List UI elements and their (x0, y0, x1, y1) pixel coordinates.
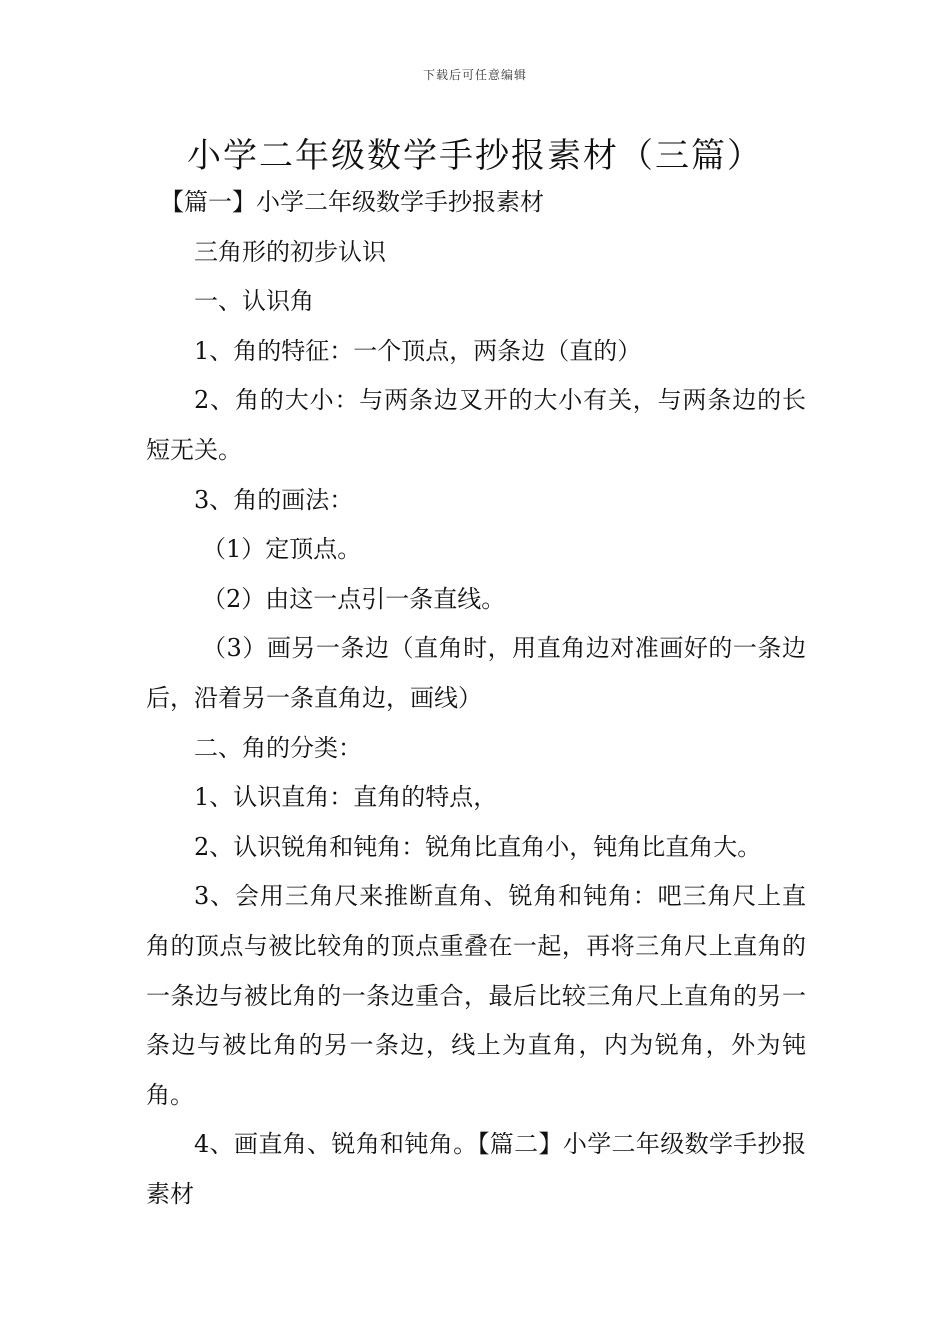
topic-heading: 三角形的初步认识 (194, 237, 386, 266)
subsection-heading-recognize-angle: 一、认识角 (194, 287, 314, 316)
step-three: （3）画另一条边（直角时，用直角边对准画好的一条边后，沿着另一条直角边，画线） (146, 634, 806, 712)
document-title: 小学二年级数学手抄报素材（三篇） (187, 136, 763, 176)
paragraph-right-angle: 1、认识直角：直角的特点， (194, 783, 498, 812)
paragraph-angle-features: 1、角的特征：一个顶点，两条边（直的） (194, 336, 642, 365)
paragraph-angle-size: 2、角的大小：与两条边叉开的大小有关，与两条边的长短无关。 (146, 386, 806, 464)
paragraph-angle-drawing: 3、角的画法： (194, 485, 354, 514)
paragraph-acute-obtuse: 2、认识锐角和钝角：锐角比直角小，钝角比直角大。 (194, 832, 762, 861)
paragraph-triangle-ruler: 3、会用三角尺来推断直角、锐角和钝角：吧三角尺上直角的顶点与被比较角的顶点重叠在一起，再将三角尺上直角的一条边与被比角的一条边重合，最后比较三角尺上直角的另一条边与被比角的另一条边，线上为直角，内为锐角，外为钝角。 (146, 882, 806, 1109)
document-body (146, 178, 806, 1219)
step-one: （1）定顶点。 (202, 535, 362, 564)
step-two: （2）由这一点引一条直线。 (202, 584, 506, 613)
page-header-note: 下载后可任意编辑 (422, 68, 527, 82)
paragraph-draw-angles: 4、画直角、锐角和钝角。【篇二】小学二年级数学手抄报素材 (146, 1130, 806, 1208)
subsection-heading-angle-classification: 二、角的分类： (194, 733, 362, 762)
section-heading-part-one: 【篇一】小学二年级数学手抄报素材 (160, 188, 544, 216)
